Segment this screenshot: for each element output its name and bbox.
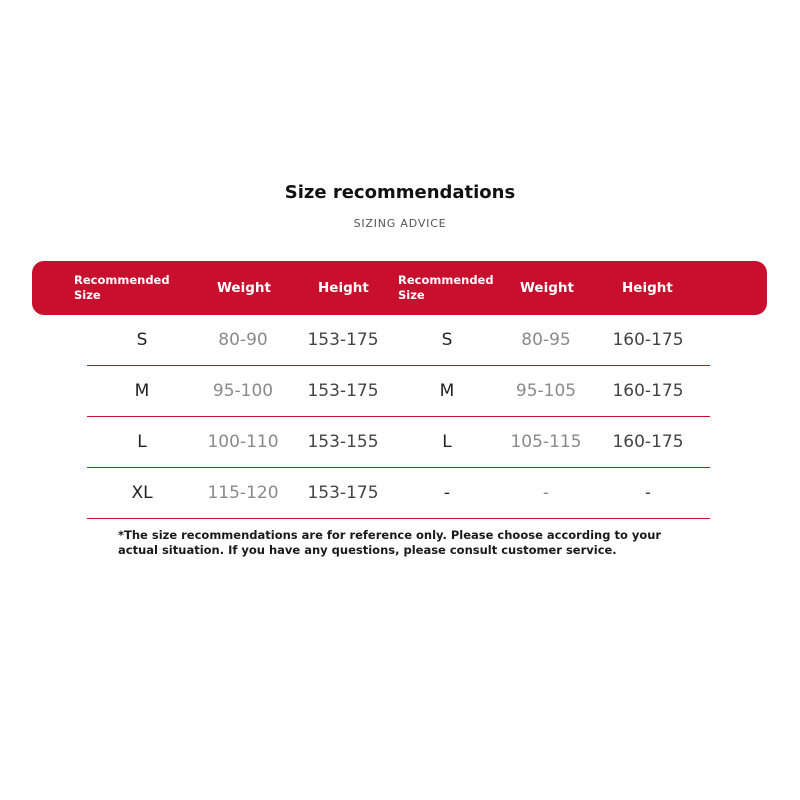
size-cell: M: [439, 381, 455, 401]
height-cell: 160-175: [612, 381, 684, 401]
table-row: [87, 315, 710, 366]
height-cell: 153-175: [307, 483, 379, 503]
size-cell: -: [443, 483, 451, 503]
header-recommended-size-2: Recommended Size: [398, 273, 494, 302]
weight-cell: 95-100: [212, 381, 274, 401]
size-cell: S: [441, 330, 453, 350]
header-weight-2: Weight: [520, 280, 574, 296]
size-table-body: [87, 315, 710, 519]
weight-cell: 95-105: [515, 381, 577, 401]
weight-cell: 80-95: [521, 330, 571, 350]
page-title: Size recommendations: [284, 182, 516, 203]
weight-cell: 115-120: [207, 483, 279, 503]
table-header-bar: [32, 261, 767, 315]
size-cell: L: [442, 432, 452, 452]
header-height-2: Height: [622, 280, 673, 296]
page-subtitle: SIZING ADVICE: [353, 217, 447, 230]
height-cell: 153-175: [307, 381, 379, 401]
weight-cell: -: [542, 483, 550, 503]
header-recommended-size-1: Recommended Size: [74, 273, 170, 302]
size-cell: XL: [131, 483, 153, 503]
weight-cell: 80-90: [218, 330, 268, 350]
height-cell: 160-175: [612, 330, 684, 350]
header-weight-1: Weight: [217, 280, 271, 296]
height-cell: 153-175: [307, 330, 379, 350]
disclaimer-note: *The size recommendations are for reference only. Please choose according to your actual situation. If you have any questions, please consult customer service.: [118, 528, 662, 557]
size-cell: M: [134, 381, 150, 401]
height-cell: 160-175: [612, 432, 684, 452]
weight-cell: 105-115: [510, 432, 582, 452]
size-cell: L: [137, 432, 147, 452]
height-cell: 153-155: [307, 432, 379, 452]
weight-cell: 100-110: [207, 432, 279, 452]
table-row: [87, 417, 710, 468]
table-row: [87, 468, 710, 519]
size-cell: S: [136, 330, 148, 350]
table-row: [87, 366, 710, 417]
height-cell: -: [644, 483, 652, 503]
header-height-1: Height: [318, 280, 369, 296]
